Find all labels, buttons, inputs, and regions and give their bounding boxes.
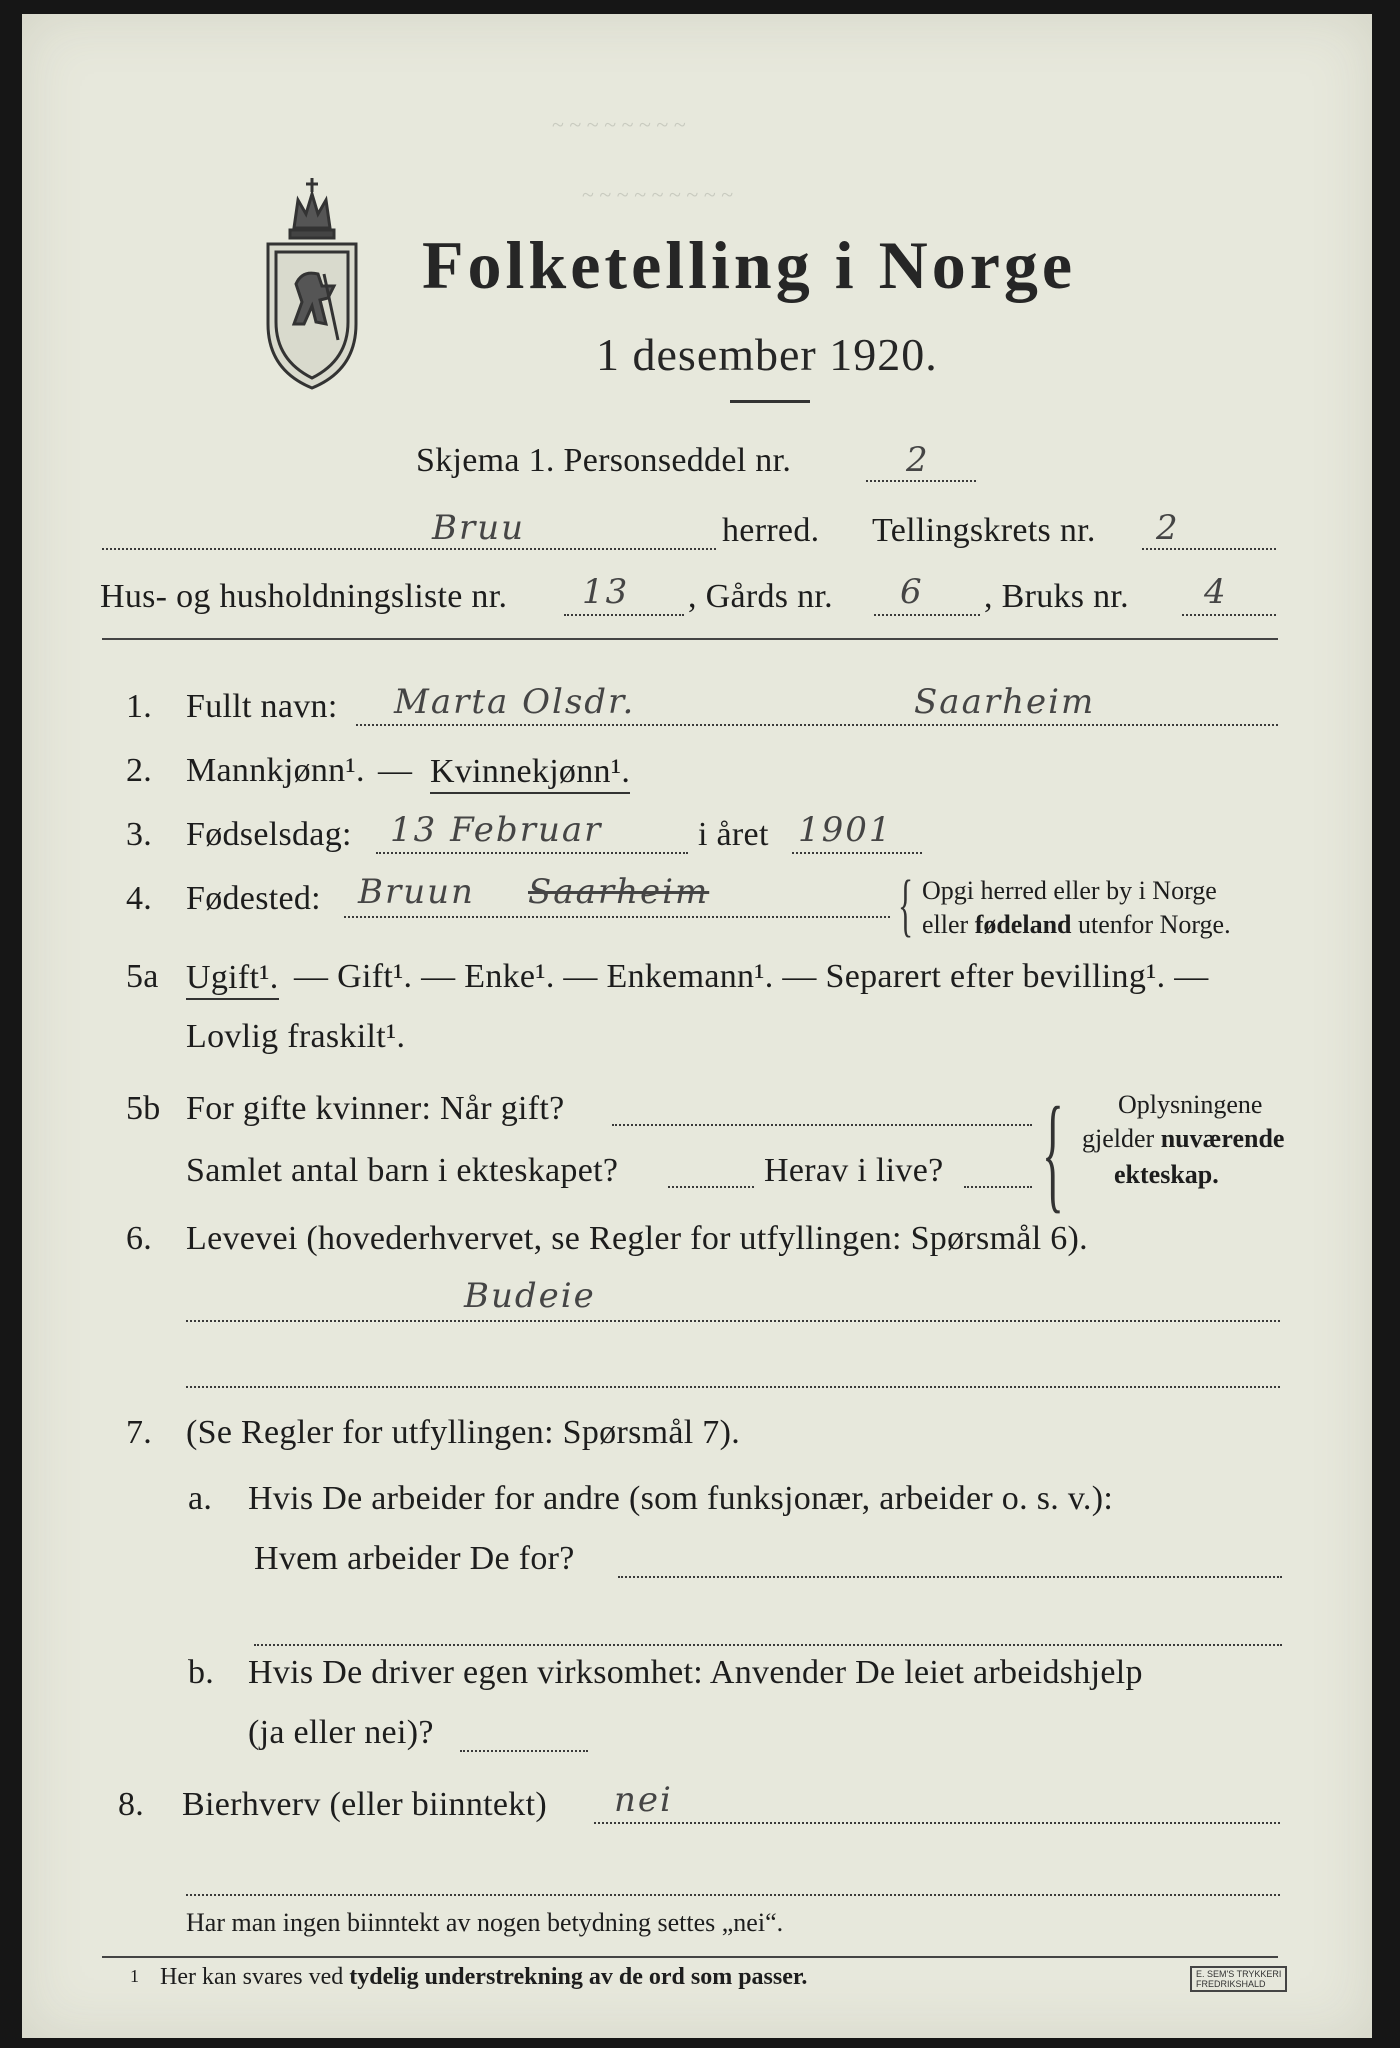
- q8-value[interactable]: nei: [614, 1780, 673, 1820]
- q7-number: 7.: [126, 1414, 153, 1451]
- bleed-through-text: ~ ~ ~ ~ ~ ~ ~ ~ ~: [582, 182, 734, 207]
- bruks-field-line: [1182, 614, 1276, 616]
- q5b-note-line3: ekteskap.: [1114, 1160, 1219, 1189]
- q3-year-value[interactable]: 1901: [798, 810, 893, 850]
- q6-field-line-2: [186, 1386, 1280, 1388]
- census-date: 1 desember 1920.: [596, 329, 938, 380]
- q5b-note-line1: Oplysningene: [1118, 1090, 1263, 1119]
- q3-year-label: i året: [698, 816, 769, 853]
- personseddel-value[interactable]: 2: [906, 440, 930, 480]
- herred-field-line: [102, 548, 716, 550]
- q7a-letter: a.: [188, 1480, 213, 1517]
- title-rule: [730, 400, 810, 403]
- q1-label: Fullt navn:: [186, 688, 338, 725]
- q6-value[interactable]: Budeie: [464, 1276, 596, 1316]
- q2-female-option-underlined[interactable]: Kvinnekjønn¹.: [430, 752, 630, 794]
- q8-field-line: [594, 1822, 1280, 1824]
- q7-label: (Se Regler for utfyllingen: Spørsmål 7).: [186, 1414, 741, 1451]
- q2-dash: —: [378, 752, 413, 789]
- q5b-alive-field-line: [964, 1186, 1032, 1188]
- printer-stamp: E. SEM'S TRYKKERI FREDRIKSHALD: [1190, 1966, 1287, 1992]
- q1-number: 1.: [126, 688, 153, 725]
- bleed-through-text: ~ ~ ~ ~ ~ ~ ~ ~: [552, 112, 686, 137]
- q4-value-struck[interactable]: Saarheim: [528, 872, 710, 912]
- q5a-options[interactable]: — Gift¹. — Enke¹. — Enkemann¹. — Separert efter bevilling¹. —: [294, 958, 1209, 995]
- q7a-text: Hvis De arbeider for andre (som funksjonær, arbeider o. s. v.):: [248, 1480, 1114, 1517]
- q5b-label-children: Samlet antal barn i ekteskapet?: [186, 1152, 619, 1189]
- q5b-label-when-married: For gifte kvinner: Når gift?: [186, 1090, 565, 1127]
- form-title: Folketelling i Norge: [422, 227, 1077, 303]
- q4-note-line2: eller fødeland utenfor Norge.: [922, 910, 1231, 939]
- gards-value[interactable]: 6: [900, 572, 924, 612]
- q4-value[interactable]: Bruun: [358, 872, 475, 912]
- q3-year-field-line: [792, 852, 922, 854]
- q4-note-line1: Opgi herred eller by i Norge: [922, 876, 1217, 905]
- q4-label: Fødested:: [186, 880, 321, 917]
- census-form-page: [22, 14, 1372, 2038]
- tellingskrets-field-line: [1142, 548, 1276, 550]
- q3-field-line: [376, 852, 688, 854]
- husliste-value[interactable]: 13: [582, 572, 630, 612]
- q7b-letter: b.: [188, 1654, 215, 1691]
- bruks-label: , Bruks nr.: [984, 578, 1129, 615]
- q5b-children-field-line: [668, 1186, 754, 1188]
- tellingskrets-label: Tellingskrets nr.: [872, 512, 1096, 549]
- q2-male-option[interactable]: Mannkjønn¹.: [186, 752, 365, 789]
- q5b-note-line2: gjelder nuværende: [1082, 1124, 1285, 1153]
- q4-number: 4.: [126, 880, 153, 917]
- footnote-mark: 1: [130, 1966, 139, 1986]
- bruks-value[interactable]: 4: [1204, 572, 1228, 612]
- q1-value-name[interactable]: Marta Olsdr.: [394, 682, 636, 722]
- q5a-ugift-underlined[interactable]: Ugift¹.: [186, 958, 279, 1000]
- q7b-text: Hvis De driver egen virksomhet: Anvender De leiet arbeidshjelp: [248, 1654, 1143, 1691]
- q6-number: 6.: [126, 1220, 153, 1257]
- footnote-text: Her kan svares ved tydelig understrekning av de ord som passer.: [160, 1964, 808, 1990]
- q8-number: 8.: [118, 1786, 145, 1823]
- q2-number: 2.: [126, 752, 153, 789]
- section-divider: [102, 638, 1278, 640]
- q7b-field-line: [460, 1750, 588, 1752]
- q1-field-line: [356, 724, 1278, 726]
- q7a-field-line-2: [254, 1644, 1282, 1646]
- q3-value[interactable]: 13 Februar: [390, 810, 603, 850]
- footer-divider: [102, 1956, 1278, 1958]
- q7b-question: (ja eller nei)?: [248, 1714, 434, 1751]
- q7a-question: Hvem arbeider De for?: [254, 1540, 575, 1577]
- q6-field-line-1: [186, 1320, 1280, 1322]
- tellingskrets-value[interactable]: 2: [1156, 508, 1180, 548]
- gards-label: , Gårds nr.: [688, 578, 833, 615]
- husliste-label: Hus- og husholdningsliste nr.: [100, 578, 508, 615]
- herred-label: herred.: [722, 512, 820, 549]
- q5b-note-brace: {: [1042, 1081, 1064, 1225]
- q1-value-farm[interactable]: Saarheim: [914, 682, 1096, 722]
- q5a-line2[interactable]: Lovlig fraskilt¹.: [186, 1018, 406, 1055]
- footer-note: Har man ingen biinntekt av nogen betydning settes „nei“.: [186, 1908, 784, 1937]
- husliste-field-line: [564, 614, 684, 616]
- q3-label: Fødselsdag:: [186, 816, 352, 853]
- herred-value[interactable]: Bruu: [432, 508, 526, 548]
- gards-field-line: [874, 614, 980, 616]
- q4-note-brace: {: [898, 867, 914, 944]
- norwegian-coat-of-arms-icon: [260, 174, 364, 397]
- q3-number: 3.: [126, 816, 153, 853]
- q7a-field-line-1: [618, 1576, 1282, 1578]
- personseddel-field-line: [866, 480, 976, 482]
- q8-label: Bierhverv (eller biinntekt): [182, 1786, 547, 1823]
- skjema-label: Skjema 1. Personseddel nr.: [416, 442, 792, 479]
- q5a-number: 5a: [126, 958, 159, 995]
- q6-label: Levevei (hovederhvervet, se Regler for utfyllingen: Spørsmål 6).: [186, 1220, 1088, 1257]
- q5b-label-alive: Herav i live?: [764, 1152, 944, 1189]
- q8-field-line-2: [186, 1894, 1280, 1896]
- q5b-number: 5b: [126, 1090, 161, 1127]
- q4-field-line: [344, 916, 890, 918]
- q5b-when-field-line: [612, 1124, 1032, 1126]
